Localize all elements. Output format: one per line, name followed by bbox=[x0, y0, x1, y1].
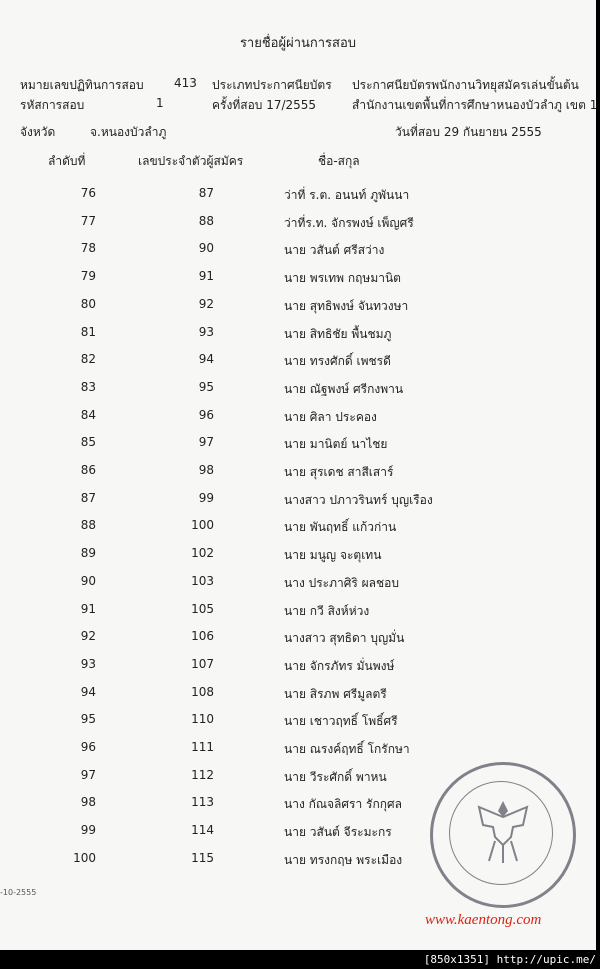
table-row bbox=[0, 657, 596, 677]
row-applicant-id: 91 bbox=[198, 269, 214, 284]
exam-date: วันที่สอบ 29 กันยายน 2555 bbox=[395, 125, 542, 139]
exam-code-value: 1 bbox=[156, 96, 164, 110]
row-order-number: 92 bbox=[80, 629, 96, 644]
row-order-number: 76 bbox=[80, 186, 96, 200]
image-host-tag: [850x1351] http://upic.me/ bbox=[423, 953, 596, 966]
row-order-number: 85 bbox=[80, 435, 96, 450]
row-applicant-id: 112 bbox=[191, 767, 214, 782]
row-applicant-id: 98 bbox=[198, 463, 214, 477]
cert-type-label: ประเภทประกาศนียบัตร bbox=[212, 78, 332, 92]
row-applicant-id: 92 bbox=[198, 296, 214, 311]
table-row bbox=[0, 518, 596, 538]
calendar-no-value: 413 bbox=[174, 76, 197, 90]
row-order-number: 80 bbox=[80, 296, 96, 311]
row-full-name: นาย สุรเดช สาสีเสาร์ bbox=[284, 465, 394, 479]
row-full-name: นาย พรเทพ กฤษมานิต bbox=[284, 271, 401, 286]
row-full-name: นาง ประภาศิริ ผลชอบ bbox=[284, 575, 400, 590]
row-applicant-id: 95 bbox=[198, 379, 214, 394]
image-host-bar bbox=[0, 950, 600, 969]
row-full-name: นาย ทรงกฤษ พระเมือง bbox=[284, 852, 403, 867]
row-applicant-id: 106 bbox=[191, 629, 214, 644]
row-full-name: ว่าที่ร.ท. จักรพงษ์ เพ็ญศรี bbox=[284, 215, 414, 230]
document-title: รายชื่อผู้ผ่านการสอบ bbox=[239, 36, 357, 51]
row-order-number: 90 bbox=[80, 573, 96, 588]
row-full-name: นางสาว ปภาวรินทร์ บุญเรือง bbox=[284, 492, 433, 507]
row-applicant-id: 108 bbox=[191, 684, 214, 699]
table-row bbox=[0, 214, 596, 234]
table-row bbox=[0, 491, 596, 511]
exam-code-label: รหัสการสอบ bbox=[20, 98, 85, 112]
row-applicant-id: 113 bbox=[191, 795, 214, 810]
table-row bbox=[0, 740, 596, 760]
official-seal-stamp bbox=[430, 762, 576, 908]
row-applicant-id: 99 bbox=[198, 490, 214, 505]
table-row bbox=[0, 546, 596, 566]
row-order-number: 79 bbox=[80, 269, 96, 284]
row-order-number: 94 bbox=[80, 684, 96, 699]
row-applicant-id: 103 bbox=[191, 573, 214, 588]
row-order-number: 93 bbox=[80, 656, 96, 671]
row-order-number: 100 bbox=[73, 850, 96, 865]
row-order-number: 91 bbox=[80, 601, 96, 616]
row-order-number: 89 bbox=[80, 546, 96, 561]
table-row bbox=[0, 629, 596, 649]
row-order-number: 99 bbox=[80, 823, 96, 838]
table-row bbox=[0, 241, 596, 261]
row-full-name: นาย สิรภพ ศรีมูลตรี bbox=[284, 686, 387, 701]
row-full-name: นาย มนูญ จะตุเทน bbox=[284, 548, 382, 563]
row-order-number: 97 bbox=[80, 767, 96, 782]
row-full-name: นาย ณัฐพงษ์ ศรีกงพาน bbox=[284, 381, 404, 396]
row-full-name: นาย มานิตย์ นาไชย bbox=[284, 437, 388, 452]
row-full-name: นาย ณรงค์ฤทธิ์ โกรักษา bbox=[284, 742, 410, 756]
exam-office: สำนักงานเขตพื้นที่การศึกษาหนองบัวลำภู เขต 1 bbox=[352, 98, 598, 112]
row-full-name: นาย วีระศักดิ์ พาหน bbox=[284, 769, 387, 784]
row-order-number: 84 bbox=[80, 407, 96, 422]
row-full-name: นาย กวี สิงห์ห่วง bbox=[284, 603, 370, 618]
row-full-name: นาย สุทธิพงษ์ จันทวงษา bbox=[284, 298, 409, 313]
row-order-number: 87 bbox=[80, 490, 96, 505]
row-full-name: นาย ศิลา ประคอง bbox=[284, 409, 377, 424]
row-applicant-id: 102 bbox=[191, 546, 214, 561]
footer-code: -10-2555 bbox=[0, 888, 37, 897]
row-full-name: นาย สิทธิชัย พื้นชมภู bbox=[284, 326, 392, 341]
table-row bbox=[0, 685, 596, 705]
table-row bbox=[0, 325, 596, 345]
table-row bbox=[0, 352, 596, 372]
row-order-number: 82 bbox=[80, 352, 96, 367]
row-order-number: 88 bbox=[80, 518, 96, 533]
table-row bbox=[0, 574, 596, 594]
row-order-number: 83 bbox=[80, 379, 96, 394]
row-applicant-id: 88 bbox=[198, 213, 214, 228]
row-full-name: นาย วสันต์ จีระมะกร bbox=[284, 825, 392, 840]
row-order-number: 78 bbox=[80, 241, 96, 256]
row-order-number: 77 bbox=[80, 213, 96, 228]
exam-round: ครั้งที่สอบ 17/2555 bbox=[212, 98, 317, 112]
table-row bbox=[0, 435, 596, 455]
row-full-name: นาย เชาวฤทธิ์ โพธิ์ศรี bbox=[284, 714, 398, 729]
row-applicant-id: 114 bbox=[191, 823, 214, 838]
column-header-name: ชื่อ-สกุล bbox=[318, 154, 360, 168]
table-row bbox=[0, 602, 596, 622]
table-row bbox=[0, 712, 596, 732]
row-full-name: นางสาว สุทธิดา บุญมั่น bbox=[284, 631, 405, 646]
row-full-name: นาย วสันต์ ศรีสว่าง bbox=[284, 243, 385, 258]
row-order-number: 86 bbox=[80, 463, 96, 477]
cert-name: ประกาศนียบัตรพนักงานวิทยุสมัครเล่นขั้นต้น bbox=[352, 78, 579, 92]
province-label: จังหวัด bbox=[20, 125, 56, 139]
row-applicant-id: 97 bbox=[198, 435, 214, 450]
row-full-name: นาย จักรภัทร มั่นพงษ์ bbox=[284, 658, 395, 673]
province-value: จ.หนองบัวลำภู bbox=[90, 125, 167, 139]
garuda-emblem-icon bbox=[475, 797, 531, 867]
row-applicant-id: 87 bbox=[198, 186, 214, 200]
row-order-number: 96 bbox=[80, 740, 96, 754]
table-row bbox=[0, 380, 596, 400]
row-applicant-id: 96 bbox=[198, 407, 214, 422]
row-full-name: ว่าที่ ร.ต. อนนท์ ภูพันนา bbox=[284, 188, 410, 202]
row-applicant-id: 93 bbox=[198, 324, 214, 339]
table-row bbox=[0, 269, 596, 289]
row-full-name: นาย ทรงศักดิ์ เพชรดี bbox=[284, 354, 391, 369]
row-order-number: 81 bbox=[80, 324, 96, 339]
calendar-no-label: หมายเลขปฏิทินการสอบ bbox=[20, 78, 144, 92]
table-row bbox=[0, 297, 596, 317]
row-applicant-id: 111 bbox=[191, 740, 214, 754]
table-row bbox=[0, 408, 596, 428]
row-order-number: 98 bbox=[80, 795, 96, 810]
row-applicant-id: 90 bbox=[198, 241, 214, 256]
row-full-name: นาย พันฤทธิ์ แก้วก่าน bbox=[284, 520, 397, 535]
table-row bbox=[0, 186, 596, 206]
column-header-applicant-id: เลขประจำตัวผู้สมัคร bbox=[138, 154, 244, 168]
table-row bbox=[0, 463, 596, 483]
row-full-name: นาง กัณจลิศรา รักกุศล bbox=[284, 797, 402, 812]
row-applicant-id: 107 bbox=[191, 656, 214, 671]
row-applicant-id: 110 bbox=[191, 712, 214, 727]
row-applicant-id: 105 bbox=[191, 601, 214, 616]
row-order-number: 95 bbox=[80, 712, 96, 727]
row-applicant-id: 115 bbox=[191, 850, 214, 865]
row-applicant-id: 94 bbox=[198, 352, 214, 367]
row-applicant-id: 100 bbox=[191, 518, 214, 533]
column-header-order: ลำดับที่ bbox=[48, 154, 86, 168]
watermark-text: www.kaentong.com bbox=[425, 912, 542, 928]
